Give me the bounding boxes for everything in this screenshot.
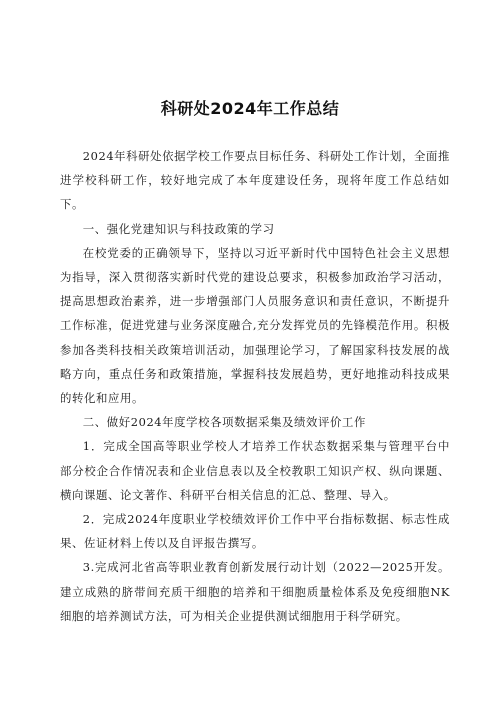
- section-heading-2: 二、做好2024年度学校各项数据采集及绩效评价工作: [82, 415, 366, 430]
- intro-paragraph: 2024年科研处依据学校工作要点目标任务、科研处工作计划，全面推进学校科研工作，较好地完成了本年度建设任务，现将年度工作总结如下。: [60, 149, 450, 212]
- section-2-item-3: 3.完成河北省高等职业教育创新发展行动计划（2022—2025开发。建立成熟的脐带间充质干细胞的培养和干细胞质量检体系及免疫细胞NK细胞的培养测试方法，可为相关企业提供测试细胞用于科学研究。: [60, 560, 450, 623]
- document-body: [60, 144, 450, 628]
- section-heading-1: 一、强化党建知识与科技政策的学习: [82, 221, 275, 236]
- section-1-paragraph: 在校党委的正确领导下，坚持以习近平新时代中国特色社会主义思想为指导，深入贯彻落实新时代党的建设总要求，积极参加政治学习活动，提高思想政治素养，进一步增强部门人员服务意识和责任意识，不断提升工作标准，促进党建与业务深度融合,充分发挥党员的先锋模范作用。积极参加各类科技相关政策培训活动，加强理论学习，了解国家科技发展的战略方向，重点任务和政策措施，掌握科技发展趋势，更好地推动科技成果的转化和应用。: [60, 245, 450, 406]
- section-2-item-1: 1．完成全国高等职业学校人才培养工作状态数据采集与管理平台中部分校企合作情况表和企业信息表以及全校教职工知识产权、纵向课题、横向课题、论文著作、科研平台相关信息的汇总、整理、导入。: [60, 439, 450, 502]
- section-2-item-2: 2．完成2024年度职业学校绩效评价工作中平台指标数据、标志性成果、佐证材料上传以及自评报告撰写。: [60, 512, 450, 551]
- document-title: 科研处2024年工作总结: [160, 99, 340, 118]
